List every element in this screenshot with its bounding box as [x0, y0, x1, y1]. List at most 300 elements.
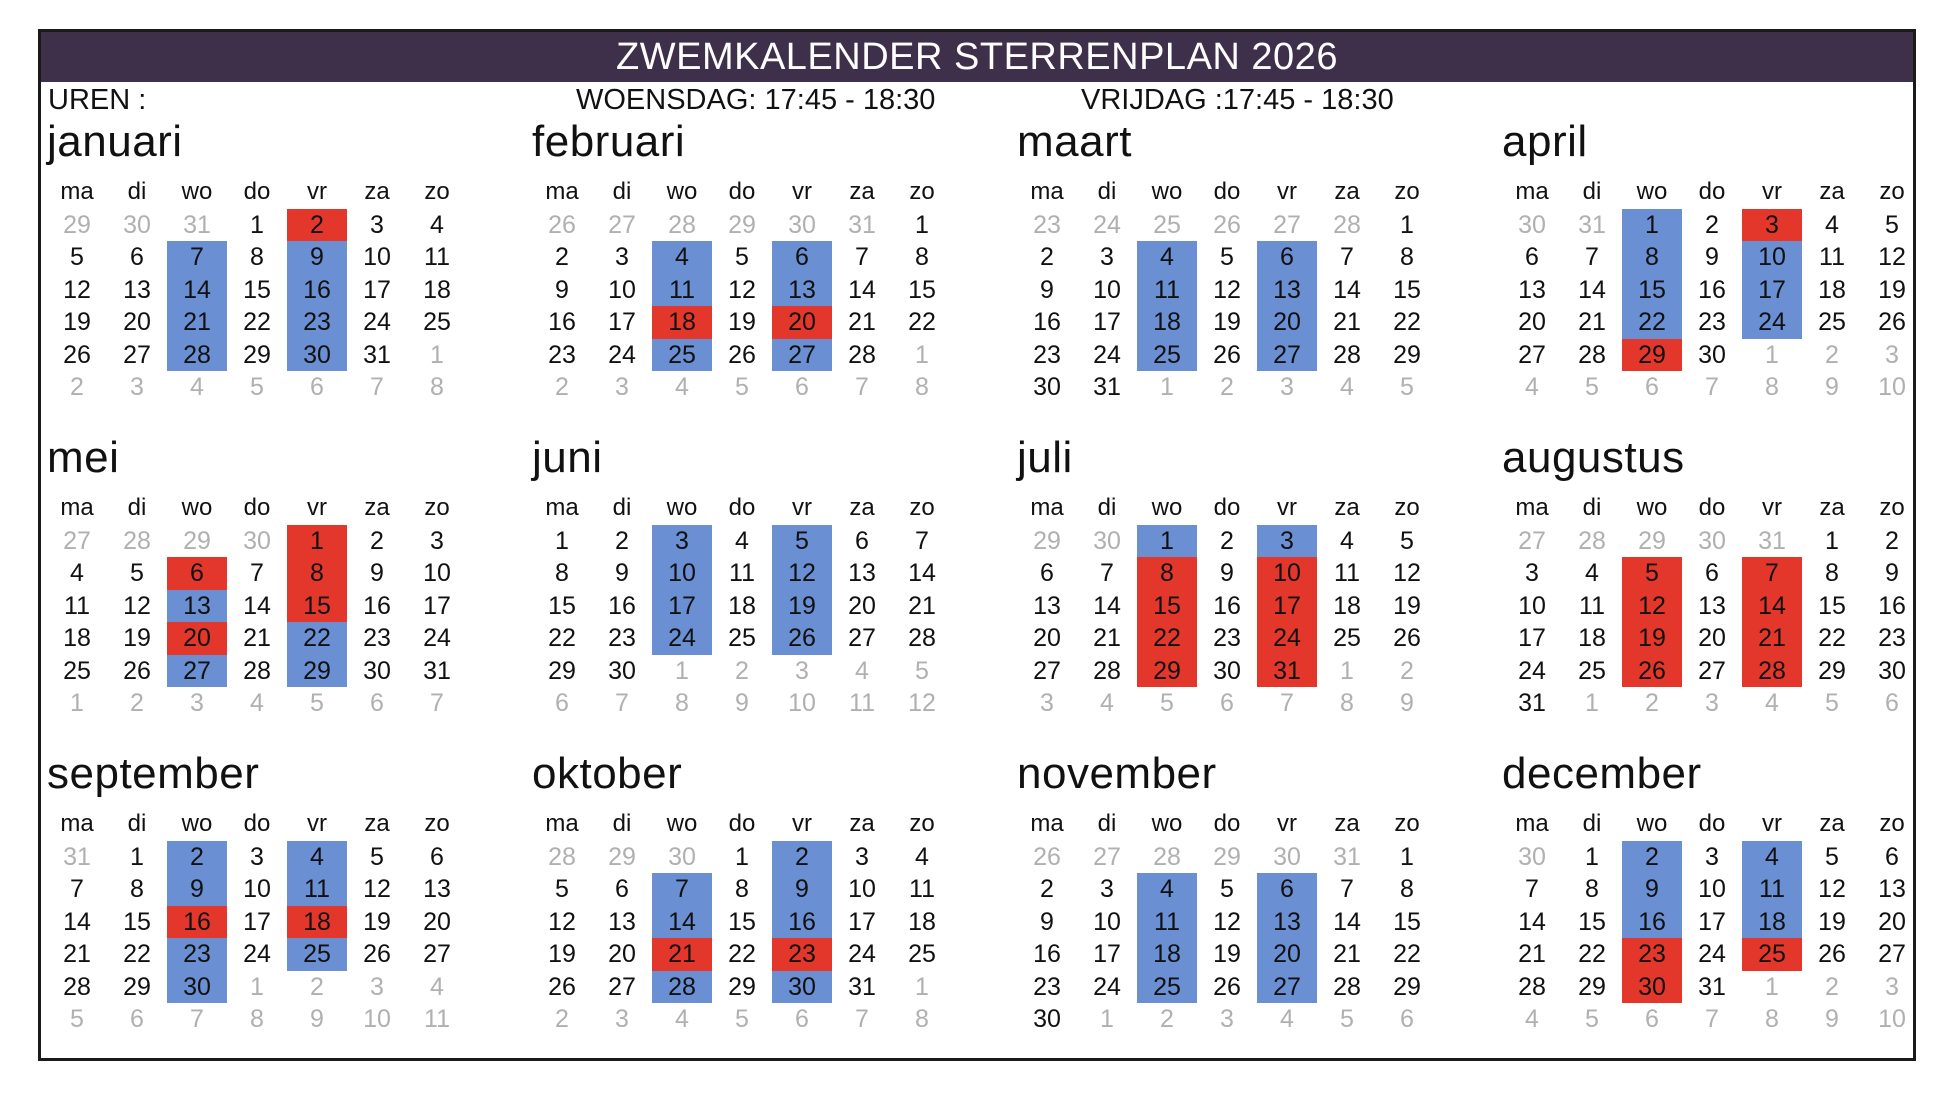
day-cell: 30 [608, 656, 636, 685]
day-cell: 23 [1033, 210, 1061, 239]
day-cell: 3 [370, 210, 384, 239]
day-cell: 28 [1578, 526, 1606, 555]
day-cell: 23 [1033, 972, 1061, 1001]
day-cell: 31 [423, 656, 451, 685]
day-cell: 1 [70, 689, 84, 717]
day-cell: 6 [795, 1005, 809, 1033]
day-cell: 22 [1393, 308, 1421, 336]
day-cell: 29 [287, 655, 347, 688]
day-cell: 5 [1340, 1005, 1354, 1033]
weekday-header: ma [1030, 178, 1064, 205]
day-cell: 8 [915, 243, 929, 271]
day-cell: 23 [548, 340, 576, 369]
day-cell: 31 [183, 210, 211, 239]
day-cell: 26 [1878, 308, 1906, 336]
day-cell: 4 [1100, 689, 1114, 717]
day-cell: 8 [675, 689, 689, 717]
day-cell: 30 [287, 339, 347, 372]
day-cell: 27 [1033, 656, 1061, 685]
day-cell: 31 [1578, 210, 1606, 239]
day-cell: 30 [167, 971, 227, 1004]
day-cell: 3 [1220, 1005, 1234, 1033]
day-cell: 1 [735, 842, 749, 871]
weekday-header: ma [545, 810, 579, 837]
day-cell: 28 [123, 526, 151, 555]
day-cell: 5 [1585, 373, 1599, 401]
day-cell: 5 [1585, 1005, 1599, 1033]
day-cell: 5 [310, 689, 324, 717]
day-cell: 28 [548, 842, 576, 871]
month-name: juni [532, 433, 603, 482]
day-cell: 29 [243, 340, 271, 369]
day-cell: 30 [123, 210, 151, 239]
day-cell: 10 [1093, 907, 1121, 936]
month-januari [47, 116, 467, 416]
day-cell: 18 [1333, 591, 1361, 620]
day-cell: 23 [1033, 340, 1061, 369]
weekday-header: vr [307, 178, 327, 205]
weekday-header: ma [1030, 810, 1064, 837]
day-cell: 6 [855, 526, 869, 555]
day-cell: 29 [1638, 526, 1666, 555]
day-cell: 8 [735, 875, 749, 903]
weekday-header: di [1097, 494, 1117, 521]
day-cell: 13 [608, 907, 636, 936]
day-cell: 29 [1818, 656, 1846, 685]
day-cell: 24 [1698, 940, 1726, 968]
weekday-header: do [1213, 494, 1241, 521]
weekday-header: vr [1762, 810, 1782, 837]
day-cell: 16 [1622, 906, 1682, 939]
day-cell: 11 [424, 1005, 450, 1033]
day-cell: 6 [430, 842, 444, 871]
day-cell: 3 [615, 243, 629, 271]
day-cell: 7 [1705, 1005, 1719, 1033]
day-cell: 4 [1525, 373, 1539, 401]
day-cell: 5 [70, 1005, 84, 1033]
day-cell: 22 [1137, 622, 1197, 655]
weekday-header: za [849, 178, 875, 205]
day-cell: 25 [652, 339, 712, 372]
day-cell: 5 [130, 559, 144, 587]
day-cell: 15 [243, 275, 271, 304]
day-cell: 24 [1518, 656, 1546, 685]
weekday-header: vr [1277, 178, 1297, 205]
day-cell: 9 [1825, 373, 1839, 401]
day-cell: 26 [63, 340, 91, 369]
calendar-title: ZWEMKALENDER STERRENPLAN 2026 [41, 32, 1913, 82]
month-name: augustus [1502, 433, 1685, 482]
month-april [1502, 116, 1922, 416]
day-cell: 5 [1825, 689, 1839, 717]
day-cell: 26 [548, 210, 576, 239]
weekday-header: wo [666, 494, 698, 521]
day-cell: 19 [63, 308, 91, 336]
day-cell: 10 [788, 689, 816, 717]
day-cell: 19 [1393, 591, 1421, 620]
day-cell: 26 [123, 656, 151, 685]
day-cell: 2 [772, 841, 832, 874]
day-cell: 7 [1100, 559, 1114, 587]
day-cell: 9 [1040, 907, 1054, 936]
day-cell: 17 [848, 907, 876, 936]
weekday-header: wo [1151, 810, 1183, 837]
weekday-header: zo [1394, 494, 1420, 521]
day-cell: 19 [1878, 275, 1906, 304]
day-cell: 5 [1160, 689, 1174, 717]
day-cell: 20 [423, 907, 451, 936]
day-cell: 4 [1340, 526, 1354, 555]
day-cell: 27 [1257, 971, 1317, 1004]
day-cell: 16 [1878, 591, 1906, 620]
day-cell: 26 [1033, 842, 1061, 871]
day-cell: 21 [167, 306, 227, 339]
day-cell: 23 [1622, 938, 1682, 971]
day-cell: 17 [363, 275, 391, 304]
day-cell: 28 [167, 339, 227, 372]
day-cell: 1 [1137, 525, 1197, 558]
day-cell: 18 [1137, 306, 1197, 339]
day-cell: 30 [1033, 1005, 1061, 1033]
day-cell: 4 [1137, 873, 1197, 906]
day-cell: 18 [287, 906, 347, 939]
day-cell: 11 [1819, 243, 1845, 271]
weekday-header: za [364, 810, 390, 837]
day-cell: 17 [423, 591, 451, 620]
day-cell: 17 [1518, 624, 1546, 652]
day-cell: 22 [123, 940, 151, 968]
day-cell: 20 [1518, 308, 1546, 336]
day-cell: 30 [243, 526, 271, 555]
day-cell: 23 [608, 624, 636, 652]
day-cell: 6 [1257, 873, 1317, 906]
day-cell: 25 [423, 308, 451, 336]
weekday-header: di [1097, 810, 1117, 837]
day-cell: 7 [70, 875, 84, 903]
day-cell: 11 [849, 689, 875, 717]
day-cell: 18 [1742, 906, 1802, 939]
day-cell: 15 [728, 907, 756, 936]
day-cell: 31 [848, 972, 876, 1001]
day-cell: 7 [1585, 243, 1599, 271]
day-cell: 3 [430, 526, 444, 555]
day-cell: 30 [668, 842, 696, 871]
day-cell: 11 [64, 591, 90, 620]
day-cell: 1 [1100, 1005, 1114, 1033]
day-cell: 1 [915, 210, 929, 239]
day-cell: 10 [1093, 275, 1121, 304]
day-cell: 16 [167, 906, 227, 939]
day-cell: 6 [615, 875, 629, 903]
day-cell: 27 [608, 972, 636, 1001]
day-cell: 8 [915, 373, 929, 401]
day-cell: 7 [652, 873, 712, 906]
month-name: maart [1017, 117, 1132, 166]
day-cell: 6 [1885, 689, 1899, 717]
day-cell: 9 [287, 241, 347, 274]
day-cell: 19 [772, 590, 832, 623]
day-cell: 9 [615, 559, 629, 587]
weekday-header: vr [1277, 494, 1297, 521]
day-cell: 9 [1622, 873, 1682, 906]
weekday-header: zo [1879, 494, 1905, 521]
day-cell: 17 [1093, 940, 1121, 968]
day-cell: 13 [1257, 274, 1317, 307]
day-cell: 5 [1622, 557, 1682, 590]
day-cell: 23 [772, 938, 832, 971]
day-cell: 31 [1758, 526, 1786, 555]
day-cell: 31 [63, 842, 91, 871]
day-cell: 16 [363, 591, 391, 620]
weekday-header: zo [1394, 178, 1420, 205]
day-cell: 3 [370, 972, 384, 1001]
day-cell: 11 [1137, 274, 1197, 307]
day-cell: 27 [1518, 340, 1546, 369]
day-cell: 12 [123, 591, 151, 620]
day-cell: 19 [1622, 622, 1682, 655]
day-cell: 31 [1093, 373, 1121, 401]
day-cell: 16 [1033, 308, 1061, 336]
day-cell: 6 [1645, 1005, 1659, 1033]
day-cell: 4 [855, 656, 869, 685]
day-cell: 30 [1273, 842, 1301, 871]
day-cell: 21 [1333, 308, 1361, 336]
day-cell: 1 [1825, 526, 1839, 555]
day-cell: 5 [772, 525, 832, 558]
day-cell: 27 [63, 526, 91, 555]
weekday-header: do [728, 178, 756, 205]
day-cell: 10 [243, 875, 271, 903]
day-cell: 14 [1578, 275, 1606, 304]
weekday-header: do [1698, 178, 1726, 205]
day-cell: 28 [1518, 972, 1546, 1001]
day-cell: 6 [130, 243, 144, 271]
day-cell: 10 [1742, 241, 1802, 274]
day-cell: 14 [1742, 590, 1802, 623]
day-cell: 5 [915, 656, 929, 685]
day-cell: 28 [1333, 340, 1361, 369]
day-cell: 21 [63, 940, 91, 968]
day-cell: 8 [1340, 689, 1354, 717]
weekday-header: zo [1879, 178, 1905, 205]
month-name: oktober [532, 749, 683, 798]
hours-friday: VRIJDAG :17:45 - 18:30 [1081, 84, 1394, 116]
weekday-header: di [1582, 178, 1602, 205]
day-cell: 15 [1393, 275, 1421, 304]
day-cell: 24 [1093, 210, 1121, 239]
day-cell: 10 [363, 243, 391, 271]
day-cell: 6 [1645, 373, 1659, 401]
weekday-header: zo [909, 810, 935, 837]
day-cell: 6 [1400, 1005, 1414, 1033]
day-cell: 12 [1818, 875, 1846, 903]
day-cell: 27 [167, 655, 227, 688]
day-cell: 6 [1705, 559, 1719, 587]
day-cell: 1 [287, 525, 347, 558]
day-cell: 2 [555, 373, 569, 401]
day-cell: 3 [652, 525, 712, 558]
day-cell: 31 [1698, 972, 1726, 1001]
day-cell: 12 [63, 275, 91, 304]
day-cell: 30 [1698, 526, 1726, 555]
day-cell: 5 [250, 373, 264, 401]
day-cell: 25 [1333, 624, 1361, 652]
day-cell: 28 [652, 971, 712, 1004]
day-cell: 1 [1765, 340, 1779, 369]
weekday-header: di [127, 810, 147, 837]
weekday-header: do [243, 494, 271, 521]
day-cell: 24 [1257, 622, 1317, 655]
day-cell: 28 [848, 340, 876, 369]
day-cell: 2 [310, 972, 324, 1001]
day-cell: 7 [250, 559, 264, 587]
day-cell: 11 [1137, 906, 1197, 939]
day-cell: 26 [548, 972, 576, 1001]
day-cell: 6 [1257, 241, 1317, 274]
day-cell: 4 [915, 842, 929, 871]
day-cell: 21 [1742, 622, 1802, 655]
day-cell: 4 [675, 1005, 689, 1033]
day-cell: 8 [130, 875, 144, 903]
day-cell: 2 [1220, 526, 1234, 555]
day-cell: 8 [1400, 243, 1414, 271]
day-cell: 6 [1220, 689, 1234, 717]
day-cell: 11 [1579, 591, 1605, 620]
day-cell: 8 [1400, 875, 1414, 903]
day-cell: 10 [1878, 1005, 1906, 1033]
day-cell: 26 [1622, 655, 1682, 688]
weekday-header: di [612, 494, 632, 521]
day-cell: 4 [70, 559, 84, 587]
day-cell: 7 [855, 1005, 869, 1033]
day-cell: 6 [1885, 842, 1899, 871]
day-cell: 19 [123, 624, 151, 652]
day-cell: 5 [555, 875, 569, 903]
day-cell: 28 [243, 656, 271, 685]
weekday-header: za [1334, 178, 1360, 205]
month-december [1502, 748, 1922, 1048]
day-cell: 17 [1742, 274, 1802, 307]
day-cell: 25 [63, 656, 91, 685]
day-cell: 29 [1137, 655, 1197, 688]
day-cell: 5 [735, 1005, 749, 1033]
day-cell: 21 [1578, 308, 1606, 336]
day-cell: 4 [190, 373, 204, 401]
weekday-header: za [1334, 810, 1360, 837]
day-cell: 3 [615, 1005, 629, 1033]
day-cell: 29 [63, 210, 91, 239]
day-cell: 26 [1213, 340, 1241, 369]
day-cell: 3 [1885, 340, 1899, 369]
day-cell: 28 [63, 972, 91, 1001]
day-cell: 10 [652, 557, 712, 590]
day-cell: 16 [1698, 275, 1726, 304]
day-cell: 3 [1280, 373, 1294, 401]
day-cell: 15 [908, 275, 936, 304]
day-cell: 22 [1818, 624, 1846, 652]
day-cell: 24 [848, 940, 876, 968]
day-cell: 21 [1333, 940, 1361, 968]
day-cell: 7 [1705, 373, 1719, 401]
day-cell: 18 [1818, 275, 1846, 304]
day-cell: 30 [1622, 971, 1682, 1004]
day-cell: 2 [1825, 340, 1839, 369]
day-cell: 3 [1742, 209, 1802, 242]
day-cell: 15 [1393, 907, 1421, 936]
day-cell: 15 [548, 591, 576, 620]
day-cell: 27 [1518, 526, 1546, 555]
day-cell: 26 [1213, 210, 1241, 239]
day-cell: 14 [1333, 907, 1361, 936]
day-cell: 28 [1578, 340, 1606, 369]
day-cell: 18 [63, 624, 91, 652]
day-cell: 5 [1885, 210, 1899, 239]
month-name: april [1502, 117, 1588, 166]
day-cell: 9 [555, 275, 569, 304]
day-cell: 3 [190, 689, 204, 717]
day-cell: 23 [1213, 624, 1241, 652]
day-cell: 3 [1100, 243, 1114, 271]
day-cell: 21 [652, 938, 712, 971]
day-cell: 9 [772, 873, 832, 906]
day-cell: 22 [728, 940, 756, 968]
day-cell: 3 [1705, 842, 1719, 871]
weekday-header: di [1582, 810, 1602, 837]
month-juli [1017, 432, 1437, 732]
weekday-header: za [1819, 810, 1845, 837]
weekday-header: wo [1636, 178, 1668, 205]
day-cell: 6 [795, 373, 809, 401]
day-cell: 29 [1393, 340, 1421, 369]
weekday-header: zo [1879, 810, 1905, 837]
day-cell: 2 [167, 841, 227, 874]
weekday-header: ma [1515, 494, 1549, 521]
weekday-header: do [728, 810, 756, 837]
day-cell: 17 [1093, 308, 1121, 336]
day-cell: 29 [1393, 972, 1421, 1001]
day-cell: 18 [908, 907, 936, 936]
day-cell: 4 [430, 972, 444, 1001]
weekday-header: ma [1515, 178, 1549, 205]
day-cell: 10 [1257, 557, 1317, 590]
day-cell: 22 [287, 622, 347, 655]
day-cell: 6 [167, 557, 227, 590]
weekday-header: vr [1762, 178, 1782, 205]
day-cell: 29 [183, 526, 211, 555]
day-cell: 30 [1698, 340, 1726, 369]
day-cell: 12 [1622, 590, 1682, 623]
day-cell: 29 [548, 656, 576, 685]
day-cell: 9 [1705, 243, 1719, 271]
day-cell: 12 [363, 875, 391, 903]
day-cell: 15 [1818, 591, 1846, 620]
day-cell: 4 [735, 526, 749, 555]
day-cell: 6 [310, 373, 324, 401]
day-cell: 21 [243, 624, 271, 652]
day-cell: 23 [363, 624, 391, 652]
day-cell: 12 [1213, 907, 1241, 936]
day-cell: 10 [363, 1005, 391, 1033]
day-cell: 29 [608, 842, 636, 871]
day-cell: 1 [1622, 209, 1682, 242]
day-cell: 17 [243, 907, 271, 936]
day-cell: 24 [1093, 972, 1121, 1001]
day-cell: 16 [772, 906, 832, 939]
day-cell: 20 [772, 306, 832, 339]
day-cell: 27 [772, 339, 832, 372]
day-cell: 3 [1257, 525, 1317, 558]
day-cell: 2 [1705, 210, 1719, 239]
